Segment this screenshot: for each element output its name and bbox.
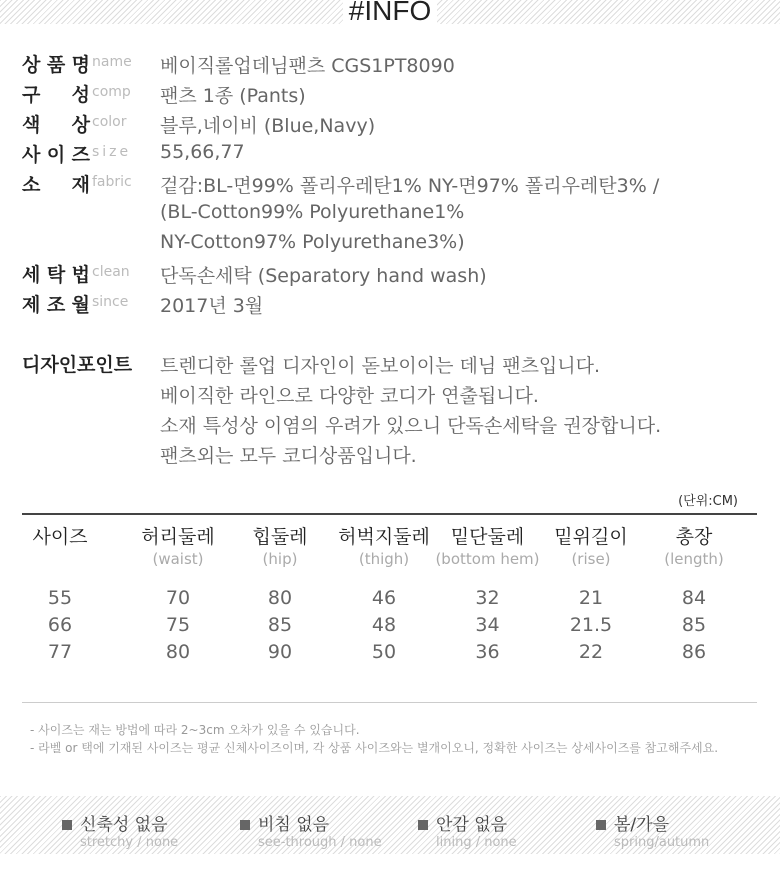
- table-header: 밑위길이: [554, 526, 628, 548]
- table-header: 총장: [675, 526, 713, 548]
- info-label: [22, 80, 90, 107]
- design-point-line: 베이직한 라인으로 다양한 코디가 연출됩니다.: [160, 385, 539, 407]
- option-season: [596, 810, 709, 850]
- option-en: lining / none: [436, 835, 517, 850]
- label-char: 즈: [71, 144, 90, 166]
- label-char: 이: [46, 144, 66, 166]
- table-cell: 80: [165, 641, 191, 663]
- table-header-en: (thigh): [358, 550, 410, 568]
- table-cell: 48: [371, 614, 397, 636]
- table-header-en: (bottom hem): [435, 550, 540, 568]
- info-value: 단독손세탁 (Separatory hand wash): [160, 265, 487, 287]
- label-char: 구: [22, 84, 41, 106]
- option-stretch: [62, 810, 178, 850]
- option-stretch-label: [62, 810, 178, 835]
- info-value: NY-Cotton97% Polyurethane3%): [160, 231, 465, 253]
- option-season-label: [596, 810, 709, 835]
- option-lining: [418, 810, 517, 850]
- option-text: 안감 없음: [436, 815, 508, 835]
- table-header-en: (hip): [262, 550, 298, 568]
- label-char: 조: [46, 294, 66, 316]
- label-char: 재: [71, 174, 90, 196]
- info-label: [22, 290, 90, 317]
- info-label-en: fabric: [92, 174, 132, 190]
- info-label-en: color: [92, 114, 127, 130]
- table-cell: 22: [578, 641, 604, 663]
- option-seethrough-label: [240, 810, 382, 835]
- table-header: 힙둘레: [252, 526, 308, 548]
- info-label: [22, 50, 90, 77]
- info-value: (BL-Cotton99% Polyurethane1%: [160, 201, 465, 223]
- table-cell: 90: [267, 641, 293, 663]
- title: [0, 0, 780, 27]
- table-cell: 70: [165, 587, 191, 609]
- square-bullet-icon: [62, 820, 72, 830]
- design-point-label: 디자인포인트: [22, 354, 133, 376]
- table-cell: 21.5: [569, 614, 613, 636]
- table-cell: 34: [475, 614, 500, 636]
- label-char: 소: [22, 174, 41, 196]
- table-cell: 21: [578, 587, 604, 609]
- info-value: 겉감:BL-면99% 폴리우레탄1% NY-면97% 폴리우레탄3% /: [160, 175, 660, 197]
- label-char: 성: [71, 84, 90, 106]
- info-value: 55,66,77: [160, 141, 245, 163]
- table-header-en: (rise): [571, 550, 611, 568]
- table-header: 밑단둘레: [450, 526, 525, 548]
- info-value: 2017년 3월: [160, 295, 264, 317]
- table-cell: 50: [371, 641, 397, 663]
- option-en: spring/autumn: [614, 835, 710, 850]
- option-text: 신축성 없음: [80, 815, 168, 835]
- info-label: [22, 260, 90, 287]
- info-label-en: clean: [92, 264, 130, 280]
- title-text: #INFO: [343, 0, 437, 27]
- design-point-line: 트렌디한 롤업 디자인이 돋보이이는 데님 팬츠입니다.: [160, 355, 601, 377]
- label-char: 법: [71, 264, 90, 286]
- option-en: see-through / none: [258, 835, 382, 850]
- label-char: 명: [71, 54, 90, 76]
- table-cell: 84: [681, 587, 707, 609]
- table-cell: 80: [267, 587, 293, 609]
- table-header-en: (waist): [152, 550, 204, 568]
- table-header-en: (length): [664, 550, 724, 568]
- label-char: 상: [71, 114, 90, 136]
- table-header: 허리둘레: [141, 526, 215, 548]
- label-char: 월: [71, 294, 90, 316]
- table-cell: 85: [681, 614, 707, 636]
- table-cell: 77: [47, 641, 73, 663]
- option-lining-label: [418, 810, 517, 835]
- info-value: 베이직롤업데님팬츠 CGS1PT8090: [160, 55, 455, 77]
- info-label-en: size: [92, 144, 132, 160]
- label-char: 세: [22, 264, 41, 286]
- table-cell: 86: [681, 641, 707, 663]
- square-bullet-icon: [596, 820, 606, 830]
- label-char: 상: [22, 54, 41, 76]
- info-value: 팬츠 1종 (Pants): [160, 85, 306, 107]
- info-label: [22, 170, 90, 197]
- table-header: 사이즈: [32, 526, 88, 548]
- table-top-rule: [22, 513, 757, 515]
- square-bullet-icon: [418, 820, 428, 830]
- table-cell: 85: [267, 614, 293, 636]
- info-value: 블루,네이비 (Blue,Navy): [160, 115, 376, 137]
- table-cell: 36: [475, 641, 500, 663]
- design-point-line: 팬츠외는 모두 코디상품입니다.: [160, 445, 417, 467]
- info-label-en: name: [92, 54, 132, 70]
- table-cell: 46: [371, 587, 397, 609]
- table-cell: 55: [47, 587, 73, 609]
- table-bottom-rule: [22, 702, 757, 703]
- size-note: - 라벨 or 택에 기재된 사이즈는 평균 신체사이즈이며, 각 상품 사이즈와는 별개이오니, 정확한 사이즈는 상세사이즈를 참고해주세요.: [30, 741, 719, 755]
- label-char: 탁: [46, 264, 66, 286]
- table-cell: 32: [475, 587, 500, 609]
- label-char: 사: [22, 144, 41, 166]
- option-text: 봄/가을: [614, 815, 669, 835]
- table-cell: 75: [165, 614, 191, 636]
- option-text: 비침 없음: [258, 815, 330, 835]
- table-header: 허벅지둘레: [338, 526, 430, 548]
- size-note: - 사이즈는 재는 방법에 따라 2~3cm 오차가 있을 수 있습니다.: [30, 723, 360, 737]
- option-en: stretchy / none: [80, 835, 179, 850]
- square-bullet-icon: [240, 820, 250, 830]
- info-label: [22, 110, 90, 137]
- label-char: 제: [22, 294, 41, 316]
- label-char: 색: [22, 114, 41, 136]
- table-cell: 66: [47, 614, 73, 636]
- info-label: [22, 140, 90, 167]
- unit-label: (단위:CM): [678, 494, 738, 509]
- label-char: 품: [46, 54, 66, 76]
- info-label-en: since: [92, 294, 129, 310]
- info-label-en: comp: [92, 84, 131, 100]
- design-point-line: 소재 특성상 이염의 우려가 있으니 단독손세탁을 권장합니다.: [160, 415, 662, 437]
- option-seethrough: [240, 810, 382, 850]
